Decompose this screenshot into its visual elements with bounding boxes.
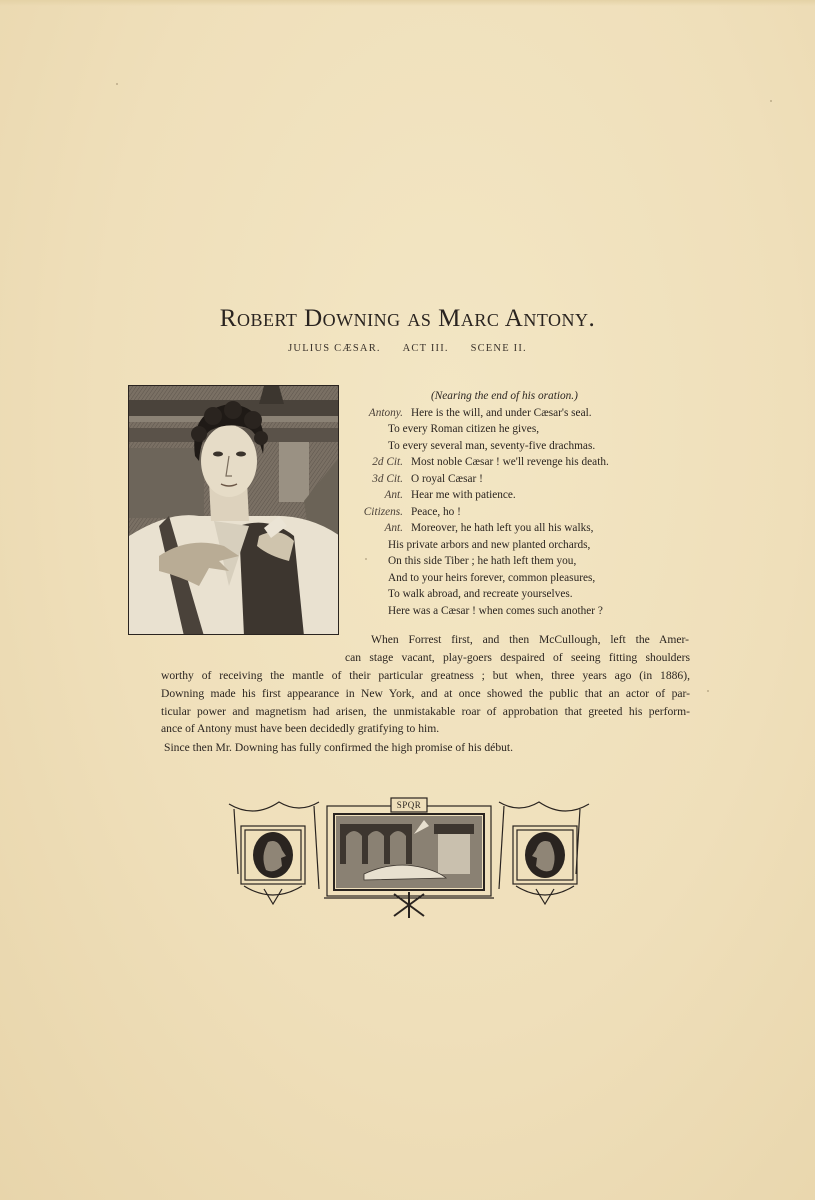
verse-line (345, 570, 665, 587)
speaker-name (345, 421, 388, 438)
page-edge (0, 0, 815, 6)
prose-line-6: ance of Antony must have been decidedly gratifying to him. (161, 722, 440, 736)
prose-line-1: When Forrest first, and then McCullough, left the Amer- (371, 633, 689, 646)
verse-text: And to your heirs forever, common pleasures, (388, 571, 596, 584)
verse-text: To walk abroad, and recreate yourselves. (388, 588, 573, 600)
ornamental-tailpiece (224, 794, 594, 919)
verse-line (345, 586, 665, 603)
speaker-name: 3d Cit. (372, 472, 403, 485)
scene-number: SCENE II. (470, 343, 527, 354)
verse-text: His private arbors and new planted orchards, (388, 538, 591, 551)
play-name: JULIUS CÆSAR. (288, 343, 381, 354)
paper-speck (707, 690, 709, 692)
verse-line (345, 537, 665, 554)
verse-text: Here is the will, and under Cæsar's seal. (411, 406, 592, 419)
act-number: ACT III. (402, 343, 449, 354)
stage-direction: (Nearing the end of his oration.) (431, 390, 578, 402)
verse-text: To every Roman citizen he gives, (388, 423, 540, 435)
verse-line (345, 471, 665, 488)
verse-line (345, 421, 665, 438)
prose-line-4: Downing made his first appearance in New York, and at once showed the public that an actor of par- (161, 686, 690, 700)
verse-text: Peace, ho ! (411, 505, 461, 518)
speaker-name: 2d Cit. (372, 456, 403, 468)
prose-paragraph (161, 667, 690, 738)
speaker-name (345, 438, 388, 455)
prose-line-5: ticular power and magnetism had arisen, the unmistakable roar of approbation that greeted his perform- (161, 704, 690, 718)
verse-line (345, 405, 665, 422)
speaker-name: Ant. (384, 489, 403, 501)
closing-sentence: Since then Mr. Downing has fully confirmed the high promise of his début. (164, 741, 514, 754)
speaker-name: Ant. (384, 522, 403, 534)
prose-line-2: can stage vacant, play-goers despaired of seeing fitting shoulders (345, 651, 690, 664)
verse-text: Hear me with patience. (411, 489, 516, 501)
speaker-name (345, 553, 388, 570)
portrait-engraving (128, 385, 339, 635)
verse-excerpt (345, 388, 665, 619)
speaker-name (345, 570, 388, 587)
verse-line (345, 454, 665, 471)
speaker-name: Citizens. (363, 505, 403, 518)
verse-line (345, 520, 665, 537)
verse-line (345, 553, 665, 570)
verse-text: O royal Cæsar ! (411, 472, 483, 485)
verse-line (345, 504, 665, 521)
paper-speck (770, 100, 772, 102)
page-title: Robert Downing as Marc Antony. (219, 304, 596, 332)
paper-speck (365, 558, 367, 560)
portrait-illustration (129, 386, 339, 635)
verse-text: Here was a Cæsar ! when comes such another ? (388, 604, 603, 617)
speaker-name (345, 537, 388, 554)
prose-line-3: worthy of receiving the mantle of their particular greatness ; but when, three years ago (in 1886), (161, 669, 690, 682)
speaker-name (345, 603, 388, 620)
spqr-plaque-text: SPQR (396, 800, 422, 810)
verse-text: Moreover, he hath left you all his walks, (411, 522, 594, 534)
verse-text: Most noble Cæsar ! we'll revenge his death. (411, 456, 609, 468)
paper-speck (116, 83, 118, 85)
verse-line (345, 487, 665, 504)
verse-text: On this side Tiber ; he hath left them you, (388, 555, 577, 567)
verse-line (345, 603, 665, 620)
speaker-name (345, 586, 388, 603)
verse-text: To every several man, seventy-five drachmas. (388, 439, 596, 452)
verse-line (345, 438, 665, 455)
play-reference (0, 343, 815, 354)
spqr-vignette-illustration (224, 794, 594, 919)
speaker-name: Antony. (368, 406, 403, 419)
